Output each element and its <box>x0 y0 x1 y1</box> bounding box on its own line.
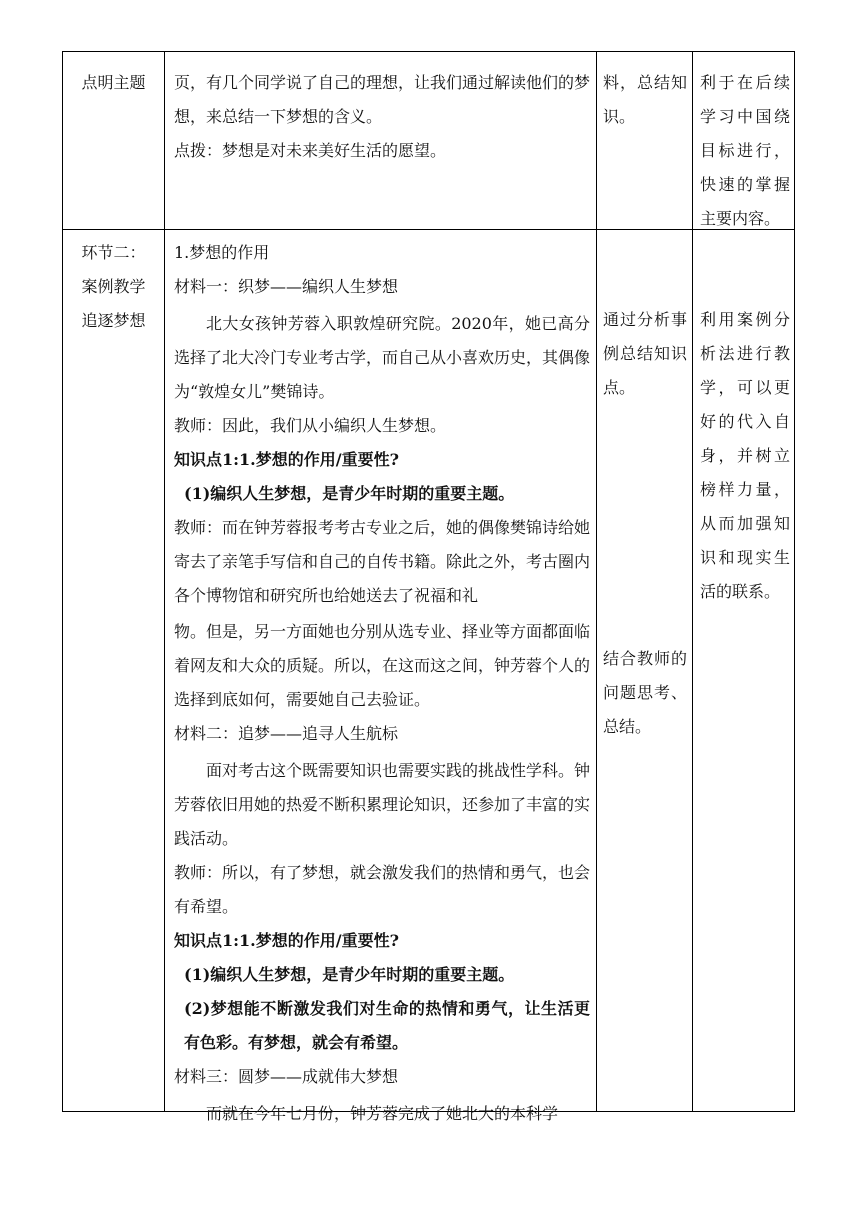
knowledge-point-2-item-2: (2)梦想能不断激发我们对生命的热情和勇气，让生活更有色彩。有梦想，就会有希望。 <box>184 999 590 1052</box>
table-col-divider-3 <box>692 51 693 1112</box>
row2-intent-text: 利用案例分析法进行教学，可以更好的代入自身，并树立榜样力量，从而加强知识和现实生活的联系。 <box>700 310 790 601</box>
section-heading: 1.梦想的作用 <box>174 243 270 262</box>
row1-content-text: 页，有几个同学说了自己的理想，让我们通过解读他们的梦想，来总结一下梦想的含义。 <box>174 73 591 126</box>
row2-stage-line2: 案例教学 <box>81 277 146 296</box>
teacher-remark-3: 教师：所以，有了梦想，就会激发我们的热情和勇气，也会有希望。 <box>174 863 591 916</box>
table-col-divider-1 <box>164 51 165 1112</box>
table-right-border <box>794 51 795 1112</box>
row1-intent-text: 利于在后续学习中国绕目标进行，快速的掌握主要内容。 <box>700 73 790 228</box>
material-2-text: 面对考古这个既需要知识也需要实践的挑战性学科。钟芳蓉依旧用她的热爱不断积累理论知识，还参加了丰富的实践活动。 <box>174 761 591 848</box>
row2-intent-cell <box>700 303 790 609</box>
row1-student-text: 料，总结知识。 <box>603 73 687 126</box>
row2-student-text-a: 通过分析事例总结知识点。 <box>603 310 687 397</box>
table-row-divider <box>62 229 795 230</box>
row2-student-cell-a <box>603 303 687 405</box>
row1-content-cell <box>174 66 590 168</box>
table-left-border <box>62 51 63 1112</box>
row2-stage-line3: 追逐梦想 <box>81 311 146 330</box>
material-3-text: 而就在今年七月份，钟芳蓉完成了她北大的本科学 <box>206 1104 559 1123</box>
material-2-title: 材料二：追梦——追寻人生航标 <box>174 724 399 743</box>
teacher-remark-2a: 教师：而在钟芳蓉报考考古专业之后，她的偶像樊锦诗给她寄去了亲笔手写信和自己的自传书籍。除此之外，考古圈内各个博物馆和研究所也给她送去了祝福和礼 <box>174 518 591 605</box>
material-1-title: 材料一：织梦——编织人生梦想 <box>174 277 399 296</box>
table-col-divider-2 <box>596 51 597 1112</box>
row1-student-cell <box>603 66 687 134</box>
material-3-title: 材料三：圆梦——成就伟大梦想 <box>174 1067 399 1086</box>
row2-student-text-b: 结合教师的问题思考、总结。 <box>603 649 687 736</box>
knowledge-point-2-item-1: (1)编织人生梦想，是青少年时期的重要主题。 <box>184 965 515 984</box>
row1-stage-label: 点明主题 <box>81 73 146 92</box>
knowledge-point-1-item-1: (1)编织人生梦想，是青少年时期的重要主题。 <box>184 484 515 503</box>
row2-content-cell <box>174 236 590 1131</box>
table-top-border <box>62 51 795 52</box>
row1-stage-cell <box>63 66 164 100</box>
knowledge-point-2: 知识点1:1.梦想的作用/重要性? <box>174 931 399 950</box>
row2-stage-line1: 环节二： <box>81 243 146 262</box>
teacher-remark-2b: 物。但是，另一方面她也分别从选专业、择业等方面都面临着网友和大众的质疑。所以，在这而这之间，钟芳蓉个人的选择到底如何，需要她自己去验证。 <box>174 622 591 709</box>
knowledge-point-1: 知识点1:1.梦想的作用/重要性? <box>174 450 399 469</box>
teacher-remark-1: 教师：因此，我们从小编织人生梦想。 <box>174 416 447 435</box>
material-1-text: 北大女孩钟芳蓉入职敦煌研究院。2020年，她已高分选择了北大冷门专业考古学，而自己从小喜欢历史，其偶像为“敦煌女儿”樊锦诗。 <box>174 314 591 401</box>
row2-student-cell-b <box>603 642 687 744</box>
row1-intent-cell <box>700 66 790 236</box>
row1-hint-text: 点拨：梦想是对未来美好生活的愿望。 <box>174 141 447 160</box>
row2-stage-cell <box>63 236 164 338</box>
